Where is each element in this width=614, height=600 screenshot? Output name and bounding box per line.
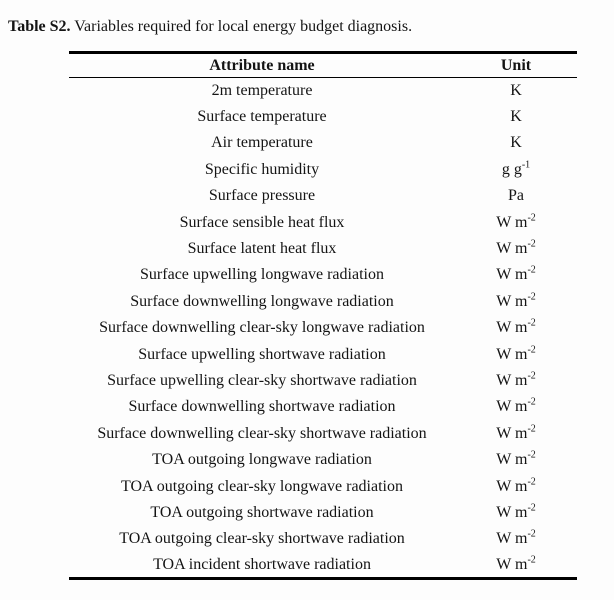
attribute-cell: Surface pressure: [208, 187, 316, 205]
header-unit: Unit: [455, 53, 577, 78]
unit-superscript: -2: [527, 502, 536, 514]
table-row: [69, 394, 577, 420]
unit-base: W m: [496, 398, 528, 416]
table-row: [69, 421, 577, 447]
unit-superscript: -2: [527, 265, 536, 277]
unit-cell: [455, 447, 577, 473]
attribute-cell: Surface upwelling clear-sky shortwave radiation: [107, 371, 417, 389]
unit-cell: [455, 421, 577, 447]
unit-superscript: -2: [527, 238, 536, 250]
table-row: [69, 368, 577, 394]
table-caption-label: Table S2.: [8, 18, 71, 35]
attribute-cell: Air temperature: [211, 134, 313, 152]
unit-cell: [455, 104, 577, 130]
unit-cell: [455, 236, 577, 262]
unit-base: W m: [496, 451, 528, 469]
attribute-cell: TOA outgoing clear-sky longwave radiation: [121, 477, 403, 495]
unit-cell: [455, 500, 577, 526]
attribute-cell: 2m temperature: [211, 81, 313, 99]
unit-base: W m: [496, 424, 528, 442]
unit-base: K: [510, 81, 522, 99]
table-row: [69, 262, 577, 288]
unit-base: Pa: [508, 187, 524, 205]
unit-superscript: -2: [527, 449, 536, 461]
table-row: [69, 183, 577, 209]
unit-superscript: -2: [527, 476, 536, 488]
unit-base: W m: [496, 240, 528, 258]
attribute-cell: Surface upwelling longwave radiation: [140, 266, 384, 284]
attribute-cell: Surface downwelling longwave radiation: [130, 292, 394, 310]
unit-cell: [455, 553, 577, 579]
table-row: [69, 341, 577, 367]
unit-base: W m: [496, 266, 528, 284]
table-row: [69, 157, 577, 183]
unit-cell: [455, 473, 577, 499]
table-row: [69, 526, 577, 552]
attribute-cell: Surface sensible heat flux: [179, 213, 345, 231]
unit-cell: [455, 341, 577, 367]
unit-base: K: [510, 134, 522, 152]
table-caption: [8, 17, 412, 37]
unit-cell: [455, 130, 577, 156]
table-row: [69, 315, 577, 341]
unit-superscript: -2: [527, 344, 536, 356]
table-row: [69, 130, 577, 156]
table-row: [69, 553, 577, 579]
unit-cell: [455, 183, 577, 209]
attribute-cell: TOA outgoing longwave radiation: [152, 451, 372, 469]
table-row: [69, 289, 577, 315]
table-row: [69, 473, 577, 499]
unit-cell: [455, 262, 577, 288]
unit-cell: [455, 289, 577, 315]
attribute-cell: TOA incident shortwave radiation: [153, 555, 371, 573]
unit-base: W m: [496, 503, 528, 521]
attribute-cell: TOA outgoing clear-sky shortwave radiation: [119, 530, 405, 548]
table-row: [69, 209, 577, 235]
unit-base: W m: [496, 345, 528, 363]
attribute-cell: Surface upwelling shortwave radiation: [138, 345, 386, 363]
table-row: [69, 500, 577, 526]
unit-base: K: [510, 108, 522, 126]
unit-cell: [455, 209, 577, 235]
table-row: [69, 104, 577, 130]
unit-superscript: -2: [527, 397, 536, 409]
attribute-cell: Surface downwelling clear-sky shortwave radiation: [97, 424, 427, 442]
unit-base: W m: [496, 555, 528, 573]
unit-base: W m: [496, 371, 528, 389]
unit-superscript: -2: [527, 370, 536, 382]
table-row: [69, 236, 577, 262]
unit-cell: [455, 368, 577, 394]
table-caption-text: Variables required for local energy budget diagnosis.: [70, 18, 413, 35]
unit-base: W m: [496, 292, 528, 310]
header-attribute-name: Attribute name: [69, 53, 455, 78]
unit-base: W m: [496, 530, 528, 548]
unit-superscript: -2: [527, 291, 536, 303]
unit-base: W m: [496, 319, 528, 337]
attribute-cell: Surface temperature: [197, 108, 327, 126]
unit-superscript: -2: [527, 212, 536, 224]
unit-cell: [455, 394, 577, 420]
unit-superscript: -2: [527, 423, 536, 435]
unit-cell: [455, 526, 577, 552]
unit-cell: [455, 157, 577, 183]
unit-superscript: -2: [527, 554, 536, 566]
table-row: [69, 78, 577, 104]
attribute-cell: Surface downwelling clear-sky longwave radiation: [99, 319, 425, 337]
unit-base: W m: [496, 213, 528, 231]
attribute-cell: Surface downwelling shortwave radiation: [128, 398, 396, 416]
table-header-row: [69, 53, 577, 78]
unit-cell: [455, 78, 577, 104]
unit-superscript: -1: [521, 159, 531, 171]
unit-superscript: -2: [527, 529, 536, 540]
attribute-cell: TOA outgoing shortwave radiation: [150, 503, 374, 521]
attribute-cell: Surface latent heat flux: [187, 240, 337, 258]
attribute-cell: Specific humidity: [204, 160, 320, 178]
unit-base: g g: [501, 160, 522, 178]
unit-base: W m: [496, 477, 528, 495]
table-row: [69, 447, 577, 473]
unit-superscript: -2: [527, 317, 536, 329]
variables-table: [69, 51, 577, 580]
unit-cell: [455, 315, 577, 341]
